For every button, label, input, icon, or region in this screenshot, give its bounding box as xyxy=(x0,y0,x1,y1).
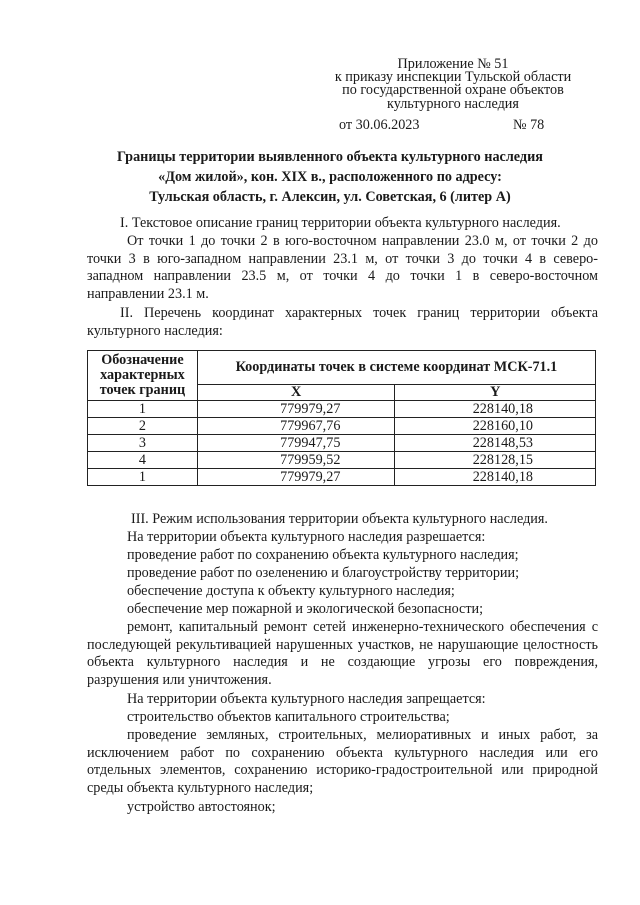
document-title xyxy=(90,147,570,207)
table-row xyxy=(88,469,596,486)
prohibited-item: устройство автостоянок; xyxy=(127,799,276,815)
x-cell: 779959,52 xyxy=(197,452,395,469)
section3-heading: III. Режим использования территории объекта культурного наследия. xyxy=(131,511,548,527)
point-cell: 1 xyxy=(88,401,198,418)
point-cell: 3 xyxy=(88,435,198,452)
point-cell: 1 xyxy=(88,469,198,486)
order-number: № 78 xyxy=(513,117,545,133)
table-row xyxy=(88,418,596,435)
x-cell: 779967,76 xyxy=(197,418,395,435)
header-y: Y xyxy=(395,385,596,401)
coordinates-table xyxy=(87,350,596,486)
y-cell: 228128,15 xyxy=(395,452,596,469)
title-line: «Дом жилой», кон. XIX в., расположенного по адресу: xyxy=(158,169,502,185)
y-cell: 228140,18 xyxy=(395,469,596,486)
table-row xyxy=(88,401,596,418)
x-cell: 779979,27 xyxy=(197,401,395,418)
section1-description: От точки 1 до точки 2 в юго-восточном направлении 23.0 м, от точки 2 до точки 3 в юго-западном направлении 23.1 м, от точки 3 до точки 4 в северо-западном направлении 23.5 м, от точки 4 до точки 1 в северо-восточном направлении 23.1 м. xyxy=(87,233,598,302)
section1-heading: I. Текстовое описание границ территории объекта культурного наследия. xyxy=(120,215,561,231)
header-coordinates: Координаты точек в системе координат МСК-71.1 xyxy=(197,351,595,385)
point-cell: 2 xyxy=(88,418,198,435)
appendix-line: по государственной охране объектов xyxy=(342,82,564,99)
appendix-line: культурного наследия xyxy=(387,95,519,112)
section2-heading: II. Перечень координат характерных точек границ территории объекта культурного наследия: xyxy=(87,305,598,339)
appendix-line: Приложение № 51 xyxy=(397,56,509,72)
x-cell: 779947,75 xyxy=(197,435,395,452)
order-date: от 30.06.2023 xyxy=(339,117,420,133)
allowed-item: проведение работ по сохранению объекта культурного наследия; xyxy=(127,547,519,563)
x-cell: 779979,27 xyxy=(197,469,395,486)
allowed-item: обеспечение мер пожарной и экологической безопасности; xyxy=(127,601,484,617)
allowed-intro: На территории объекта культурного наследия разрешается: xyxy=(127,529,486,545)
title-line: Тульская область, г. Алексин, ул. Советская, 6 (литер А) xyxy=(149,189,511,205)
appendix-line: к приказу инспекции Тульской области xyxy=(334,69,572,86)
prohibited-item: проведение земляных, строительных, мелиоративных и иных работ, за исключением работ по сохранению объекта культурного наследия или его отдельных элементов, сохранению историко-градостроительной или природной среды объекта культурного наследия; xyxy=(87,727,598,796)
allowed-item: ремонт, капитальный ремонт сетей инженерно-технического обеспечения с последующей рекультивацией нарушенных участков, не нарушающие целостность объекта культурного наследия и не создающие угрозы его повреждения, разрушения или уничтожения. xyxy=(87,619,598,688)
y-cell: 228148,53 xyxy=(395,435,596,452)
point-cell: 4 xyxy=(88,452,198,469)
appendix-block xyxy=(318,58,588,111)
allowed-item: обеспечение доступа к объекту культурного наследия; xyxy=(127,583,455,599)
title-line: Границы территории выявленного объекта культурного наследия xyxy=(117,149,543,165)
y-cell: 228140,18 xyxy=(395,401,596,418)
table-row xyxy=(88,452,596,469)
prohibited-intro: На территории объекта культурного наследия запрещается: xyxy=(127,691,486,707)
prohibited-item: строительство объектов капитального строительства; xyxy=(127,709,450,725)
table-row xyxy=(88,435,596,452)
header-x: X xyxy=(197,385,395,401)
allowed-item: проведение работ по озеленению и благоустройству территории; xyxy=(127,565,520,581)
header-point: Обозначение характерных точек границ xyxy=(88,351,198,401)
y-cell: 228160,10 xyxy=(395,418,596,435)
